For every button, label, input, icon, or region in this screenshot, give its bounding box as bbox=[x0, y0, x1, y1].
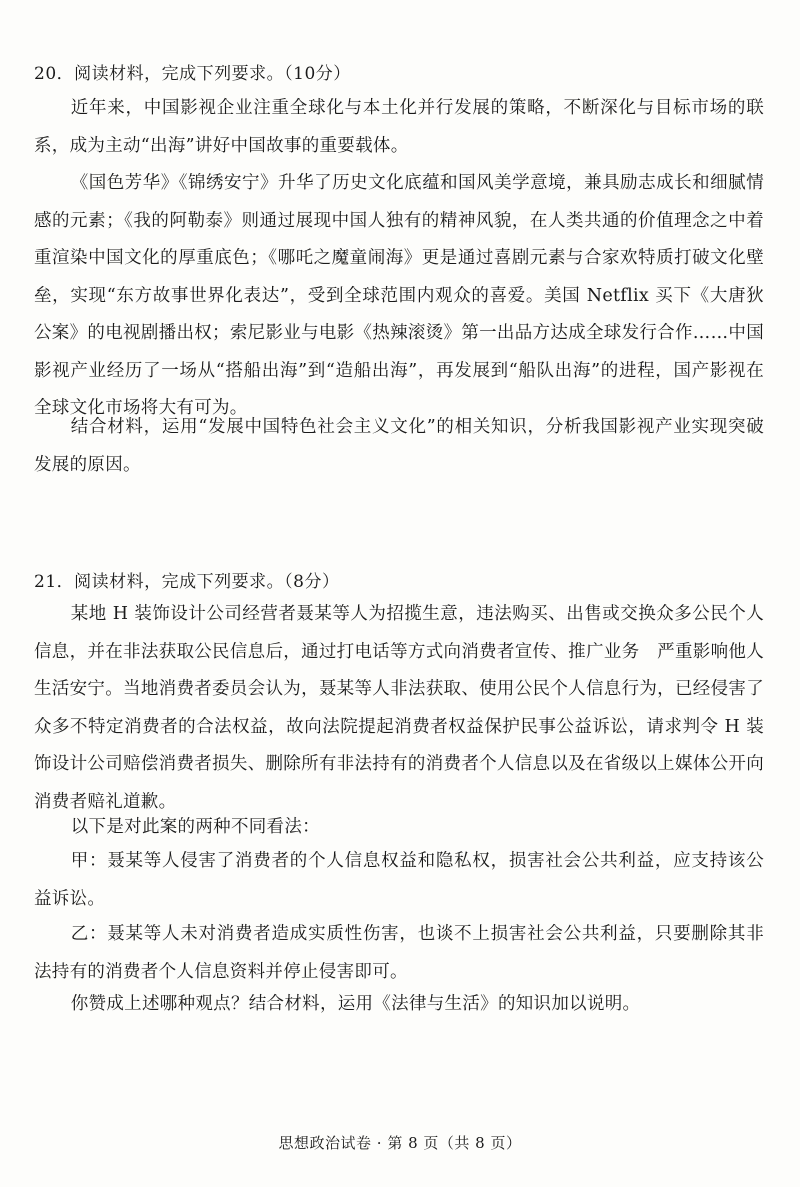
question-20-paragraph-2: 《国色芳华》《锦绣安宁》升华了历史文化底蕴和国风美学意境，兼具励志成长和细腻情感的元素；《我的阿勒泰》则通过展现中国人独有的精神风貌，在人类共通的价值理念之中着重渲染中国文化的厚重底色；《哪吒之魔童闹海》更是通过喜剧元素与合家欢特质打破文化壁垒，实现“东方故事世界化表达”，受到全球范围内观众的喜爱。美国 Netflix 买下《大唐狄公案》的电视剧播出权；索尼影业与电影《热辣滚烫》第一出品方达成全球发行合作……中国影视产业经历了一场从“搭船出海”到“造船出海”，再发展到“船队出海”的进程，国产影视在全球文化市场将大有可为。 bbox=[34, 173, 764, 418]
question-21-view-a: 甲：聂某等人侵害了消费者的个人信息权益和隐私权，损害社会公共利益，应支持该公益诉讼。 bbox=[34, 851, 764, 909]
question-21-title: 21．阅读材料，完成下列要求。（8分） bbox=[34, 572, 340, 592]
question-20-prompt: 结合材料，运用“发展中国特色社会主义文化”的相关知识，分析我国影视产业实现突破发展的原因。 bbox=[34, 417, 764, 475]
question-20-title: 20．阅读材料，完成下列要求。（10分） bbox=[34, 64, 351, 84]
question-21-intro: 以下是对此案的两种不同看法： bbox=[70, 817, 320, 837]
page-footer: 思想政治试卷 · 第 8 页（共 8 页） bbox=[278, 1134, 522, 1152]
question-21-view-b: 乙：聂某等人未对消费者造成实质性伤害，也谈不上损害社会公共利益，只要删除其非法持有的消费者个人信息资料并停止侵害即可。 bbox=[34, 924, 764, 982]
question-20-paragraph-1: 近年来，中国影视企业注重全球化与本土化并行发展的策略，不断深化与目标市场的联系，成为主动“出海”讲好中国故事的重要载体。 bbox=[34, 98, 764, 156]
question-21-prompt: 你赞成上述哪种观点？结合材料，运用《法律与生活》的知识加以说明。 bbox=[70, 994, 641, 1014]
question-21-paragraph-1: 某地 H 装饰设计公司经营者聂某等人为招揽生意，违法购买、出售或交换众多公民个人信息，并在非法获取公民信息后，通过打电话等方式向消费者宣传、推广业务 严重影响他人生活安宁。当地消费者委员会认为，聂某等人非法获取、使用公民个人信息行为，已经侵害了众多不特定消费者的合法权益，故向法院提起消费者权益保护民事公益诉讼，请求判令 H 装饰设计公司赔偿消费者损失、删除所有非法持有的消费者个人信息以及在省级以上媒体公开向消费者赔礼道歉。 bbox=[34, 604, 764, 812]
